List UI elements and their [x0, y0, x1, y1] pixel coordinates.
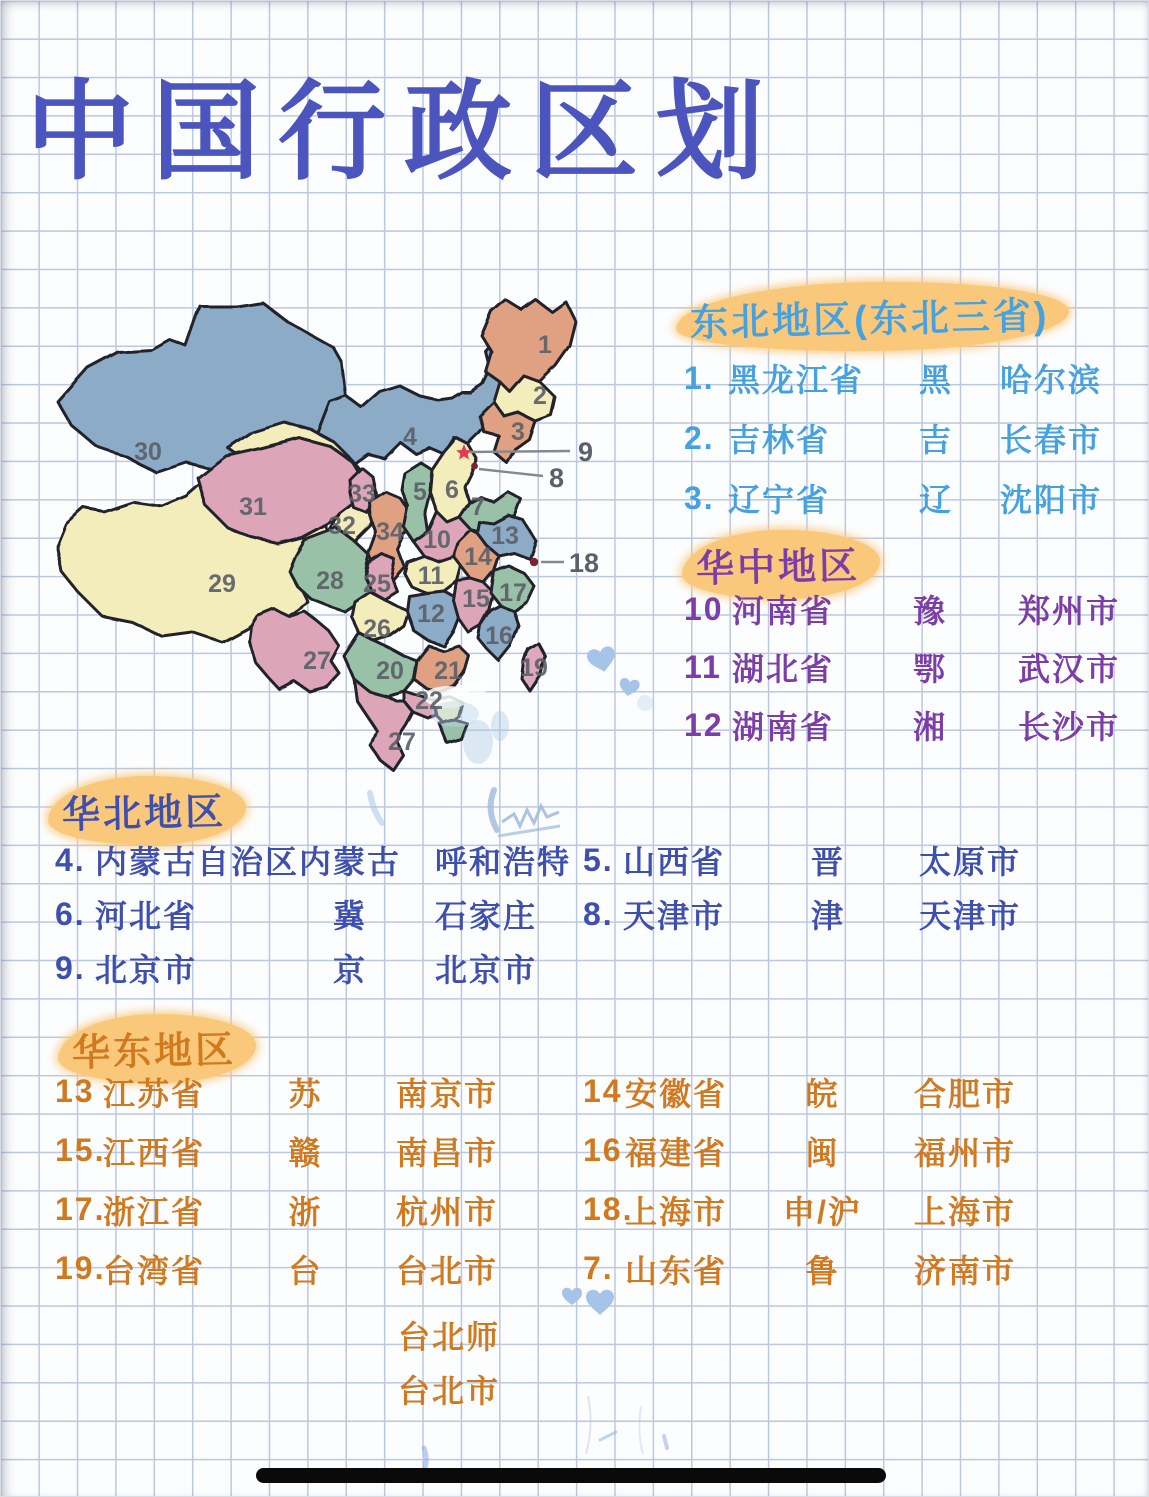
province-number: 10	[684, 590, 724, 627]
province-abbr: 鄂	[912, 651, 947, 687]
province-abbr: 豫	[912, 593, 947, 629]
svg-text:15: 15	[462, 585, 490, 613]
province-capital: 北京市	[435, 952, 538, 988]
province-name: 河北省	[95, 898, 198, 934]
svg-text:27: 27	[388, 728, 416, 756]
svg-text:13: 13	[491, 522, 519, 550]
svg-text:22: 22	[415, 687, 443, 715]
practice-line: 台北师	[398, 1319, 501, 1355]
province-capital: 太原市	[919, 844, 1022, 880]
province-abbr: 吉	[918, 422, 953, 458]
province-name: 山东省	[625, 1252, 728, 1289]
tianjin-dot-icon	[471, 463, 478, 470]
province-number: 14	[583, 1073, 623, 1109]
province-abbr: 辽	[918, 482, 953, 518]
province-number: 15.	[55, 1132, 106, 1168]
svg-text:29: 29	[208, 570, 236, 598]
province-capital: 南京市	[396, 1075, 499, 1112]
svg-text:28: 28	[316, 567, 344, 595]
province-abbr: 申/沪	[783, 1193, 862, 1230]
svg-text:34: 34	[376, 518, 404, 546]
province-abbr: 赣	[288, 1134, 323, 1171]
highlight-blob: 华东地区	[57, 1012, 256, 1085]
province-abbr: 台	[288, 1252, 323, 1289]
province-capital: 长沙市	[1018, 709, 1121, 745]
province-name: 安徽省	[625, 1075, 728, 1112]
province-name: 湖北省	[732, 651, 835, 687]
svg-text:17: 17	[499, 579, 527, 607]
province-name: 黑龙江省	[728, 362, 865, 398]
province-capital: 沈阳市	[1000, 482, 1103, 518]
province-number: 1.	[684, 359, 715, 396]
svg-text:11: 11	[417, 562, 445, 590]
svg-text:3: 3	[511, 418, 525, 446]
province-name: 吉林省	[728, 422, 831, 458]
province-number: 12	[684, 706, 724, 743]
province-abbr: 皖	[805, 1075, 840, 1112]
province-capital: 福州市	[914, 1134, 1017, 1171]
svg-text:19: 19	[520, 654, 548, 682]
province-abbr: 浙	[288, 1193, 323, 1230]
province-capital: 合肥市	[914, 1075, 1017, 1112]
svg-text:16: 16	[485, 622, 513, 650]
province-name: 台湾省	[103, 1252, 206, 1289]
province-name: 河南省	[732, 593, 835, 629]
province-number: 8.	[583, 895, 614, 932]
province-name: 浙江省	[103, 1193, 206, 1230]
bottom-bar	[256, 1468, 886, 1483]
province-capital: 济南市	[914, 1252, 1017, 1289]
province-number: 3.	[684, 479, 715, 516]
province-capital: 台北市	[396, 1252, 499, 1289]
svg-text:2: 2	[533, 382, 547, 410]
highlight-blob: 东北地区(东北三省)	[675, 278, 1070, 355]
svg-text:5: 5	[413, 478, 427, 506]
province-name: 内蒙古自治区	[95, 844, 300, 880]
svg-text:12: 12	[417, 600, 445, 628]
province-number: 9.	[55, 949, 86, 986]
province-name: 湖南省	[732, 709, 835, 745]
huadong-province-table-left	[55, 1062, 535, 1298]
province-abbr: 闽	[805, 1134, 840, 1171]
province-number: 16	[583, 1132, 623, 1168]
province-abbr: 津	[810, 898, 845, 934]
province-name: 天津市	[623, 898, 726, 934]
province-capital: 杭州市	[396, 1193, 499, 1230]
shanghai-dot-icon	[530, 558, 538, 566]
province-number: 7.	[583, 1250, 614, 1286]
province-number: 17.	[55, 1191, 106, 1227]
svg-text:32: 32	[328, 512, 356, 540]
province-capital: 石家庄	[435, 898, 538, 934]
huazhong-province-table	[684, 580, 1124, 754]
province-abbr: 黑	[918, 362, 953, 398]
svg-text:1: 1	[538, 331, 552, 359]
province-number: 6.	[55, 895, 86, 932]
highlight-blob: 华北地区	[47, 774, 246, 847]
province-capital: 武汉市	[1018, 651, 1121, 687]
svg-text:27: 27	[303, 647, 331, 675]
province-name: 江西省	[103, 1134, 206, 1171]
province-name: 上海市	[625, 1193, 728, 1230]
province-number: 19.	[55, 1250, 106, 1286]
province-number: 2.	[684, 419, 715, 456]
province-abbr: 冀	[332, 898, 367, 934]
svg-text:4: 4	[403, 423, 417, 451]
province-abbr: 京	[332, 952, 367, 988]
svg-text:7: 7	[471, 493, 485, 521]
section-header-dongbei	[676, 282, 1069, 351]
practice-line: 台北市	[398, 1373, 501, 1409]
svg-text:6: 6	[445, 476, 459, 504]
svg-text:33: 33	[348, 480, 376, 508]
svg-text:30: 30	[134, 438, 162, 466]
province-abbr: 鲁	[805, 1252, 840, 1289]
svg-text:31: 31	[239, 493, 267, 521]
heart-icon	[586, 645, 618, 675]
province-name: 辽宁省	[728, 482, 831, 518]
svg-text:21: 21	[434, 657, 462, 685]
svg-text:14: 14	[464, 543, 492, 571]
province-name: 江苏省	[103, 1075, 206, 1112]
province-capital: 上海市	[914, 1193, 1017, 1230]
province-capital: 呼和浩特	[435, 844, 572, 880]
province-number: 5.	[583, 841, 614, 878]
province-name: 福建省	[625, 1134, 728, 1171]
pointer-label-9: 9	[578, 437, 594, 467]
huabei-province-table-right	[583, 833, 1053, 941]
province-capital: 郑州市	[1018, 593, 1121, 629]
province-capital: 长春市	[1000, 422, 1103, 458]
province-abbr: 苏	[288, 1075, 323, 1112]
svg-text:25: 25	[363, 570, 391, 598]
province-number: 4.	[55, 841, 86, 878]
province-abbr: 内蒙古	[298, 844, 401, 880]
page-title: 中国行政区划	[26, 71, 783, 192]
province-name: 北京市	[95, 952, 198, 988]
province-capital: 天津市	[919, 898, 1022, 934]
highlight-blob: 华中地区	[681, 528, 880, 601]
province-capital: 南昌市	[396, 1134, 499, 1171]
pointer-label-18: 18	[569, 548, 600, 578]
province-name: 山西省	[623, 844, 726, 880]
province-abbr: 晋	[810, 844, 845, 880]
huabei-province-table-left	[55, 833, 572, 995]
province-number: 18.	[583, 1191, 634, 1227]
heart-icon	[562, 1288, 582, 1305]
dongbei-province-table	[684, 348, 1124, 528]
province-number: 13	[55, 1073, 95, 1109]
province-abbr: 湘	[912, 709, 947, 745]
svg-text:26: 26	[363, 615, 391, 643]
heart-icon	[618, 677, 641, 697]
svg-text:20: 20	[376, 657, 404, 685]
province-capital: 哈尔滨	[1000, 362, 1103, 398]
pointer-label-8: 8	[549, 463, 565, 493]
huadong-province-table-right	[583, 1062, 1053, 1298]
svg-text:10: 10	[423, 526, 451, 554]
province-number: 11	[684, 648, 722, 685]
